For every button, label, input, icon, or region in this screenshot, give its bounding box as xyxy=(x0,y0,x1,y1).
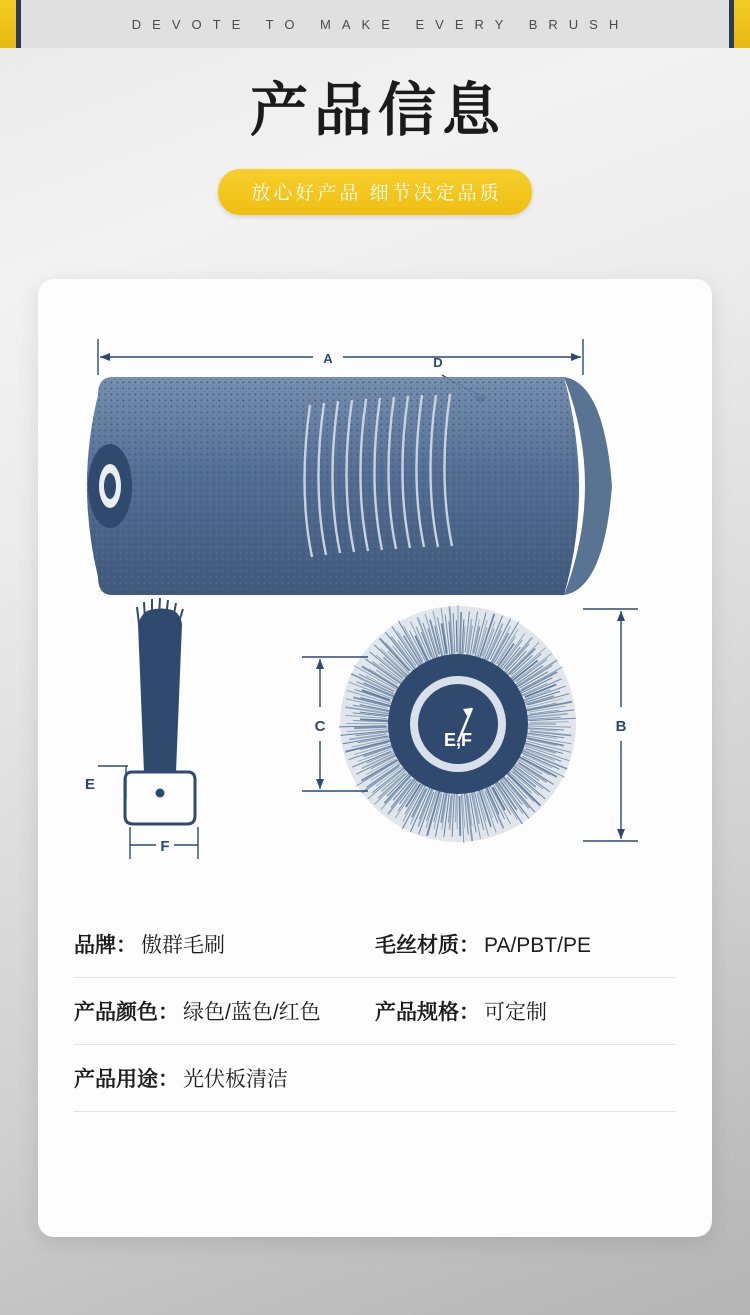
ribbon-edge-left xyxy=(0,0,16,48)
dimension-label-d: D xyxy=(433,355,443,370)
table-row xyxy=(74,911,676,978)
spec-label: 产品规格： xyxy=(375,1001,480,1024)
spec-label: 品牌： xyxy=(74,934,137,957)
spec-value: 光伏板清洁 xyxy=(183,1068,288,1091)
header-badge: 放心好产品 细节决定品质 xyxy=(218,169,531,215)
spec-label: 产品颜色： xyxy=(74,1001,179,1024)
product-technical-diagram xyxy=(38,279,712,909)
spec-value: 傲群毛刷 xyxy=(141,934,225,957)
spec-label: 毛丝材质： xyxy=(375,934,480,957)
page-header xyxy=(0,78,750,215)
dimension-label-ef: E,F xyxy=(443,730,473,750)
dimension-label-f: F xyxy=(160,838,170,855)
spec-color xyxy=(74,996,375,1026)
ribbon-edge-right xyxy=(734,0,750,48)
table-row xyxy=(74,1045,676,1112)
spec-brand xyxy=(74,929,375,959)
table-row xyxy=(74,978,676,1045)
dimension-line-b xyxy=(583,609,638,841)
page-title: 产品信息 xyxy=(249,78,506,143)
spec-specification xyxy=(375,996,676,1026)
top-ribbon xyxy=(0,0,750,48)
brush-side-view xyxy=(125,598,195,824)
spec-table xyxy=(38,911,712,1112)
spec-value: 可定制 xyxy=(484,1001,547,1024)
spec-value: 绿色/蓝色/红色 xyxy=(183,1001,321,1024)
dimension-label-e: E xyxy=(84,776,96,793)
dimension-label-c: C xyxy=(314,718,326,735)
product-info-card xyxy=(38,279,712,1237)
dimension-label-a: A xyxy=(323,351,333,366)
roller-brush-illustration xyxy=(87,377,612,595)
spec-label: 产品用途： xyxy=(74,1068,179,1091)
dimension-label-b: B xyxy=(615,718,627,735)
ribbon-slogan: DEVOTE TO MAKE EVERY BRUSH xyxy=(131,16,630,32)
spec-bristle-material xyxy=(375,929,676,959)
spec-usage xyxy=(74,1063,676,1093)
brush-front-view xyxy=(339,605,576,843)
dimension-line-a xyxy=(98,339,583,375)
spec-value: PA/PBT/PE xyxy=(484,934,591,957)
